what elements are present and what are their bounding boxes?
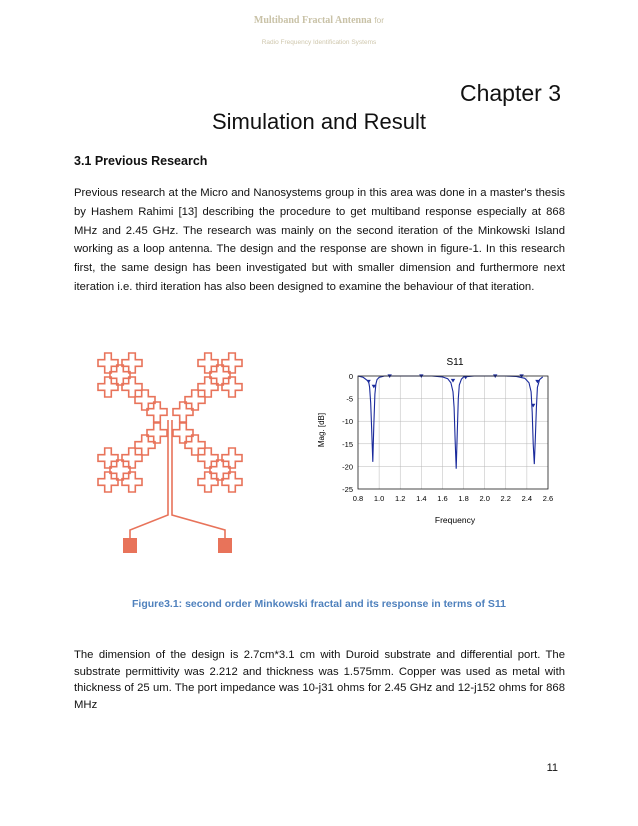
x-tick-label: 2.6: [542, 494, 554, 503]
fractal-segment: [210, 460, 230, 480]
fractal-segment: [210, 365, 230, 385]
section-heading: 3.1 Previous Research: [74, 154, 208, 168]
port-right: [218, 538, 232, 553]
fractal-segment: [122, 472, 142, 492]
fractal-segment: [222, 448, 242, 468]
chart-title: S11: [446, 357, 464, 368]
x-tick-label: 1.4: [416, 494, 427, 503]
fractal-segment: [135, 390, 155, 410]
y-tick-label: -25: [342, 485, 353, 494]
design-paragraph: The dimension of the design is 2.7cm*3.1 cm with Duroid substrate and differential port. The substrate permittivity was 2.212 and thickness was 1.575mm. Copper was used as metal with thickness of 25 um. The port impedance was 10-j31 ohms for 2.45 GHz and 12-j152 ohms for 868 MHz: [74, 649, 565, 711]
chapter-title: Simulation and Result: [211, 109, 426, 134]
running-header-title: Multiband Fractal Antenna for: [253, 15, 385, 26]
x-tick-label: 1.2: [395, 494, 406, 503]
fractal-segment: [222, 472, 242, 492]
y-axis-label: Mag. [dB]: [317, 412, 326, 448]
fractal-segment: [173, 402, 193, 422]
fractal-segment: [173, 423, 193, 443]
x-tick-label: 1.0: [373, 494, 385, 503]
y-tick-label: -10: [342, 417, 353, 427]
x-tick-label: 1.8: [458, 494, 469, 503]
s11-chart: [310, 352, 570, 532]
fractal-segment: [122, 353, 142, 373]
x-tick-label: 0.8: [352, 494, 364, 503]
fractal-segment: [122, 377, 142, 397]
fractal-segment: [110, 460, 130, 480]
fractal-segment: [147, 402, 167, 422]
chapter-number: Chapter 3: [459, 80, 561, 106]
fractal-segment: [185, 435, 205, 455]
fractal-segment: [135, 435, 155, 455]
x-axis-label: Frequency: [434, 515, 476, 525]
fractal-segment: [98, 448, 118, 468]
x-tick-label: 2.0: [479, 494, 490, 503]
y-tick-label: -20: [342, 462, 353, 472]
y-tick-label: -5: [346, 394, 353, 404]
x-tick-label: 2.2: [500, 494, 511, 503]
fractal-segment: [147, 423, 167, 443]
fractal-segment: [222, 353, 242, 373]
s11-series-line: [358, 376, 543, 469]
fractal-segment: [198, 377, 218, 397]
page-number: 11: [546, 762, 558, 774]
data-marker: [451, 379, 455, 383]
fractal-segment: [222, 377, 242, 397]
fractal-segment: [122, 448, 142, 468]
x-tick-label: 1.6: [437, 494, 448, 503]
y-tick-label: -15: [342, 439, 353, 449]
x-tick-label: 2.4: [521, 494, 533, 503]
figure-caption: Figure3.1: second order Minkowski fractal and its response in terms of S11: [131, 598, 507, 610]
fractal-segment: [198, 448, 218, 468]
fractal-segment: [198, 472, 218, 492]
minkowski-antenna-diagram: [90, 345, 250, 565]
fractal-segment: [98, 377, 118, 397]
fractal-segment: [198, 353, 218, 373]
fractal-segment: [98, 353, 118, 373]
y-tick-label: 0: [348, 372, 353, 381]
fractal-segment: [110, 365, 130, 385]
port-left: [123, 538, 137, 553]
fractal-segment: [185, 390, 205, 410]
fractal-segment: [98, 472, 118, 492]
data-marker: [366, 380, 370, 384]
running-header-subtitle: Radio Frequency Identification Systems: [261, 39, 377, 46]
section-paragraph: Previous research at the Micro and Nanosystems group in this area was done in a master's thesis by Hashem Rahimi [13] describing the procedure to get multiband response especially at 868 MHz and 2.45 GHz. The research was mainly on the second iteration of the Minkowski Island working as a loop antenna. The design and the response are shown in figure-1. In this research first, the same design has been investigated but with smaller dimension and furthermore next iteration i.e. third iteration has also been designed to examine the behaviour of that iteration.: [74, 187, 565, 293]
